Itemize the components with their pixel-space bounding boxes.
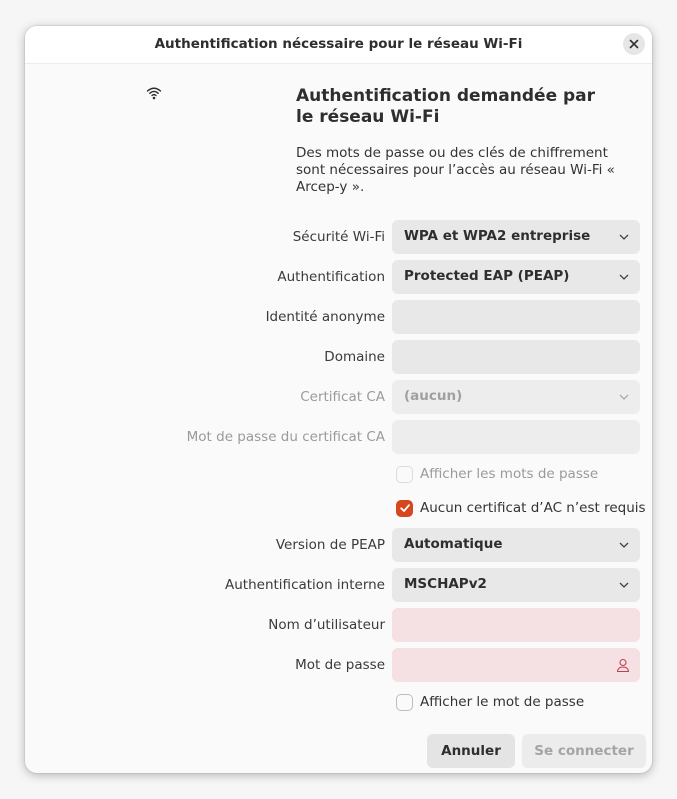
authentication-label: Authentification (277, 269, 385, 285)
wifi-security-value: WPA et WPA2 entreprise (404, 228, 591, 244)
password-field[interactable] (392, 648, 640, 682)
inner-auth-value: MSCHAPv2 (404, 576, 487, 592)
username-field[interactable] (392, 608, 640, 642)
ca-certificate-dropdown[interactable] (392, 380, 640, 414)
user-icon[interactable] (615, 657, 631, 673)
wifi-security-label: Sécurité Wi-Fi (292, 229, 385, 245)
inner-auth-label: Authentification interne (225, 577, 385, 593)
chevron-down-icon (618, 391, 630, 403)
show-passwords-checkbox[interactable] (396, 466, 413, 483)
domain-field[interactable] (392, 340, 640, 374)
show-password-row[interactable] (396, 692, 584, 712)
cancel-button[interactable]: Annuler (427, 734, 515, 768)
chevron-down-icon (618, 579, 630, 591)
no-ca-required-label: Aucun certificat d’AC n’est requis (420, 500, 646, 516)
peap-version-dropdown[interactable] (392, 528, 640, 562)
chevron-down-icon (618, 231, 630, 243)
checkmark-icon (399, 502, 411, 514)
connect-button[interactable]: Se connecter (522, 734, 646, 768)
show-password-checkbox[interactable] (396, 694, 413, 711)
ca-cert-password-field[interactable] (392, 420, 640, 454)
dialog-description: Des mots de passe ou des clés de chiffrement sont nécessaires pour l’accès au réseau Wi-Fi « Arcep-y ». (296, 145, 615, 195)
wifi-auth-dialog (25, 26, 652, 773)
show-password-label: Afficher le mot de passe (420, 694, 585, 710)
ca-certificate-label: Certificat CA (300, 389, 385, 405)
close-button[interactable] (623, 33, 645, 55)
no-ca-required-row[interactable] (396, 498, 646, 518)
inner-auth-dropdown[interactable] (392, 568, 640, 602)
ca-cert-password-label: Mot de passe du certificat CA (186, 429, 385, 445)
wifi-icon (145, 84, 163, 102)
authentication-dropdown[interactable] (392, 260, 640, 294)
show-passwords-label: Afficher les mots de passe (420, 466, 599, 482)
peap-version-label: Version de PEAP (275, 537, 385, 553)
close-icon (629, 39, 639, 49)
username-label: Nom d’utilisateur (268, 617, 385, 633)
anonymous-identity-label: Identité anonyme (265, 309, 385, 325)
window-title: Authentification nécessaire pour le réseau Wi-Fi (154, 36, 523, 52)
chevron-down-icon (618, 271, 630, 283)
domain-label: Domaine (324, 349, 385, 365)
no-ca-required-checkbox[interactable] (396, 500, 413, 517)
authentication-value: Protected EAP (PEAP) (404, 268, 570, 284)
dialog-heading: Authentification demandée par le réseau Wi-Fi (296, 86, 596, 127)
titlebar (25, 26, 652, 64)
wifi-security-dropdown[interactable] (392, 220, 640, 254)
ca-certificate-value: (aucun) (404, 388, 463, 404)
chevron-down-icon (618, 539, 630, 551)
peap-version-value: Automatique (404, 536, 503, 552)
anonymous-identity-field[interactable] (392, 300, 640, 334)
password-label: Mot de passe (295, 657, 385, 673)
show-passwords-row[interactable] (396, 464, 598, 484)
